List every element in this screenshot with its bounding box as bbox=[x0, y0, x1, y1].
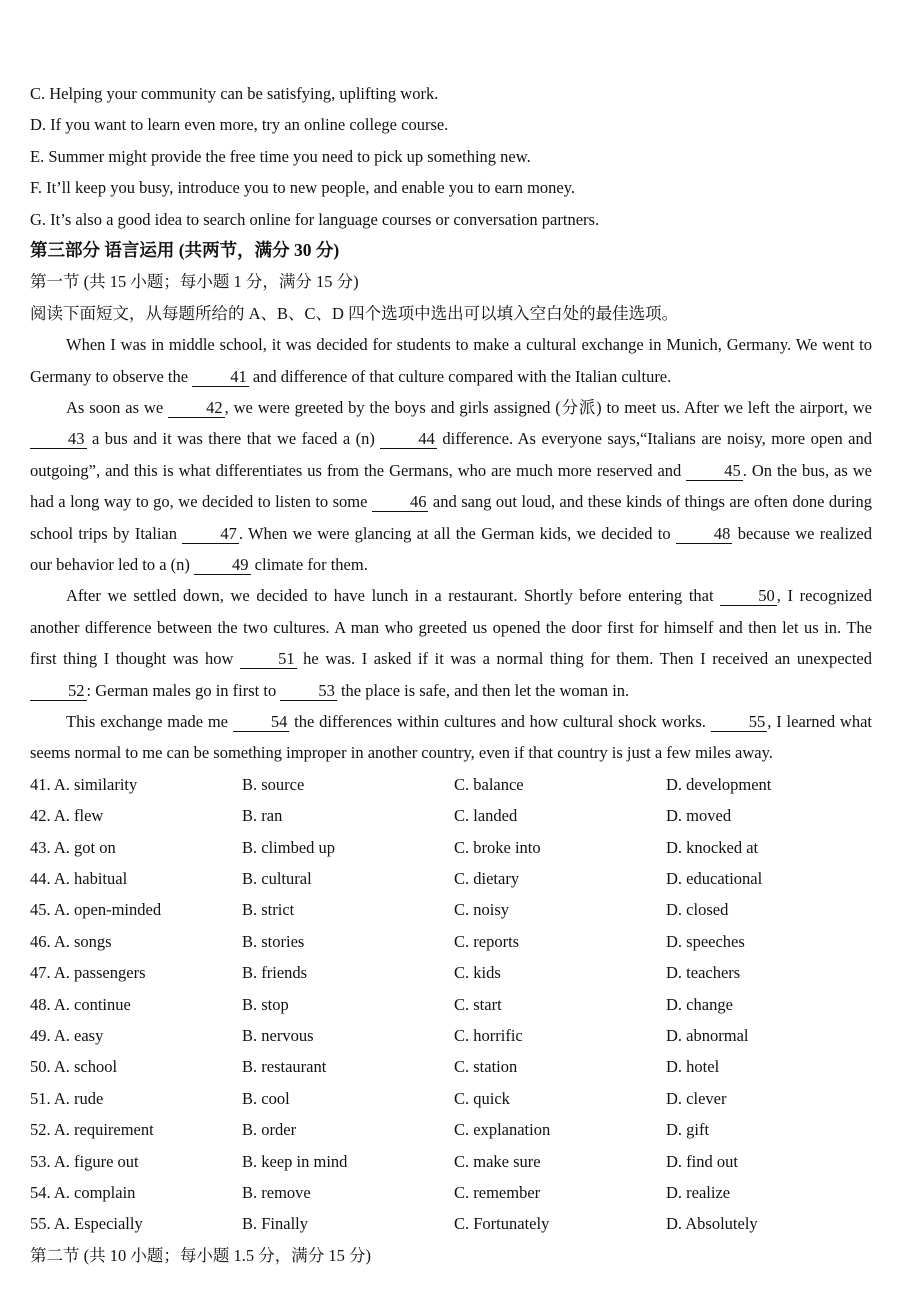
part3-title: 第三部分 语言运用 (共两节，满分 30 分) bbox=[30, 239, 340, 260]
passage-text: difference. As everyone says,“Italians are noisy, more open and outgoing”, and this is what differentiates us from the Germans, who are much more reserved and bbox=[30, 429, 872, 480]
option-row-45 bbox=[30, 894, 872, 925]
blank-41: 41 bbox=[192, 368, 249, 387]
option-row-55 bbox=[30, 1208, 872, 1239]
section2-title: 第二节 (共 10 小题；每小题 1.5 分，满分 15 分) bbox=[30, 1245, 371, 1265]
option-choice: C. broke into bbox=[454, 837, 541, 857]
option-choice: C. balance bbox=[454, 774, 524, 794]
passage-text: , we were greeted by the boys and girls assigned (分派) to meet us. After we left the airport, we bbox=[224, 397, 872, 417]
answer-options bbox=[30, 769, 872, 1240]
option-choice: C. station bbox=[454, 1057, 518, 1077]
option-choice: 43. A. got on bbox=[30, 837, 116, 857]
option-choice: 47. A. passengers bbox=[30, 963, 146, 983]
option-choice: D. closed bbox=[666, 900, 729, 920]
option-row-47 bbox=[30, 957, 872, 988]
option-choice: C. reports bbox=[454, 931, 520, 951]
option-row-46 bbox=[30, 926, 872, 957]
blank-55: 55 bbox=[711, 713, 768, 732]
option-choice: D. Absolutely bbox=[666, 1214, 758, 1234]
option-f: F. It’ll keep you busy, introduce you to new people, and enable you to earn money. bbox=[30, 178, 576, 198]
option-choice: 46. A. songs bbox=[30, 931, 112, 951]
option-choice: B. cultural bbox=[242, 868, 312, 888]
option-row-43 bbox=[30, 832, 872, 863]
option-row-42 bbox=[30, 800, 872, 831]
option-row-50 bbox=[30, 1051, 872, 1082]
option-choice: C. noisy bbox=[454, 900, 510, 920]
option-choice: B. stop bbox=[242, 994, 289, 1014]
option-choice: C. remember bbox=[454, 1182, 541, 1202]
passage-text: After we settled down, we decided to have lunch in a restaurant. Shortly before entering that bbox=[66, 586, 721, 606]
option-choice: 55. A. Especially bbox=[30, 1214, 143, 1234]
option-choice: B. remove bbox=[242, 1182, 311, 1202]
option-choice: D. change bbox=[666, 994, 733, 1014]
passage-text: This exchange made me bbox=[66, 712, 233, 731]
passage-text: : German males go in first to bbox=[86, 680, 281, 700]
option-row-51 bbox=[30, 1083, 872, 1114]
option-choice: C. make sure bbox=[454, 1151, 541, 1171]
option-choice: B. order bbox=[242, 1120, 297, 1140]
passage-text: . When we were glancing at all the German kids, we decided to bbox=[238, 523, 676, 543]
option-choice: B. stories bbox=[242, 931, 305, 951]
option-choice: D. hotel bbox=[666, 1057, 720, 1077]
option-c: C. Helping your community can be satisfying, uplifting work. bbox=[30, 84, 439, 103]
blank-48: 48 bbox=[676, 525, 733, 544]
option-choice: C. kids bbox=[454, 963, 501, 983]
option-choice: 45. A. open-minded bbox=[30, 900, 162, 920]
option-choice: C. quick bbox=[454, 1088, 510, 1108]
option-d: D. If you want to learn even more, try an online college course. bbox=[30, 115, 449, 135]
option-choice: D. find out bbox=[666, 1151, 738, 1171]
blank-51: 51 bbox=[240, 650, 297, 669]
option-choice: B. source bbox=[242, 774, 305, 794]
passage-text: the place is safe, and then let the woman in. bbox=[336, 680, 630, 700]
passage-text: As soon as we bbox=[66, 397, 169, 417]
passage-text: climate for them. bbox=[250, 554, 368, 574]
option-choice: 50. A. school bbox=[30, 1057, 118, 1077]
option-choice: C. landed bbox=[454, 806, 518, 826]
option-choice: B. Finally bbox=[242, 1214, 309, 1234]
option-choice: B. restaurant bbox=[242, 1057, 327, 1077]
option-choice: D. realize bbox=[666, 1182, 731, 1202]
option-choice: B. nervous bbox=[242, 1025, 314, 1045]
option-choice: B. ran bbox=[242, 806, 283, 826]
instruction: 阅读下面短文，从每题所给的 A、B、C、D 四个选项中选出可以填入空白处的最佳选项。 bbox=[30, 303, 679, 323]
option-choice: B. cool bbox=[242, 1088, 290, 1108]
passage-text: and sang out loud, and these kinds of things are often done during school trips by Italian bbox=[30, 492, 873, 543]
option-e: E. Summer might provide the free time you need to pick up something new. bbox=[30, 146, 531, 166]
option-choice: B. keep in mind bbox=[242, 1151, 348, 1171]
option-choice: C. explanation bbox=[454, 1120, 551, 1140]
blank-43: 43 bbox=[30, 430, 87, 449]
option-choice: D. educational bbox=[666, 868, 763, 888]
option-choice: C. start bbox=[454, 994, 502, 1014]
blank-49: 49 bbox=[194, 556, 251, 575]
blank-45: 45 bbox=[686, 462, 743, 481]
option-row-44 bbox=[30, 863, 872, 894]
option-row-54 bbox=[30, 1177, 872, 1208]
option-choice: D. gift bbox=[666, 1120, 710, 1140]
blank-50: 50 bbox=[720, 587, 777, 606]
option-choice: C. horrific bbox=[454, 1025, 523, 1045]
option-choice: B. strict bbox=[242, 900, 295, 920]
blank-42: 42 bbox=[168, 399, 225, 418]
passage-paragraph-1 bbox=[30, 329, 872, 392]
passage-text: , I learned what seems normal to me can be something improper in another country, even if that country is just a few miles away. bbox=[30, 712, 872, 763]
option-g: G. It’s also a good idea to search online for language courses or conversation partners. bbox=[30, 209, 600, 229]
passage-paragraph-3 bbox=[30, 580, 872, 706]
option-choice: C. Fortunately bbox=[454, 1214, 550, 1234]
option-choice: 41. A. similarity bbox=[30, 774, 138, 794]
option-choice: D. clever bbox=[666, 1088, 727, 1108]
option-choice: B. climbed up bbox=[242, 837, 336, 857]
option-choice: 42. A. flew bbox=[30, 806, 104, 826]
passage-paragraph-2 bbox=[30, 392, 872, 580]
option-choice: D. knocked at bbox=[666, 837, 759, 857]
option-choice: D. abnormal bbox=[666, 1025, 749, 1045]
passage-text: When I was in middle school, it was decided for students to make a cultural exchange in Munich, Germany. We went to Germany to observe the bbox=[30, 335, 872, 386]
option-row-41 bbox=[30, 769, 872, 800]
blank-53: 53 bbox=[280, 682, 337, 701]
option-row-48 bbox=[30, 989, 872, 1020]
option-row-49 bbox=[30, 1020, 872, 1051]
blank-52: 52 bbox=[30, 682, 87, 701]
option-choice: 48. A. continue bbox=[30, 994, 131, 1014]
option-choice: C. dietary bbox=[454, 868, 520, 888]
option-choice: B. friends bbox=[242, 963, 308, 983]
option-choice: 51. A. rude bbox=[30, 1088, 104, 1108]
blank-54: 54 bbox=[233, 713, 290, 732]
section1-title: 第一节 (共 15 小题；每小题 1 分，满分 15 分) bbox=[30, 272, 359, 292]
passage-text: and difference of that culture compared with the Italian culture. bbox=[248, 366, 672, 386]
blank-46: 46 bbox=[372, 493, 429, 512]
option-choice: 49. A. easy bbox=[30, 1025, 104, 1045]
blank-44: 44 bbox=[380, 430, 437, 449]
passage-text: a bus and it was there that we faced a (n) bbox=[86, 429, 381, 449]
option-choice: 52. A. requirement bbox=[30, 1120, 154, 1140]
passage-text: because we realized our behavior led to a (n) bbox=[30, 523, 873, 574]
passage-text: he was. I asked if it was a normal thing for them. Then I received an unexpected bbox=[296, 649, 872, 669]
passage-text: the differences within cultures and how cultural shock works. bbox=[289, 712, 711, 731]
passage-text: . On the bus, as we had a long way to go, we decided to listen to some bbox=[30, 460, 872, 512]
option-choice: D. teachers bbox=[666, 963, 741, 983]
option-row-52 bbox=[30, 1114, 872, 1145]
option-choice: 44. A. habitual bbox=[30, 868, 128, 888]
passage-paragraph-4 bbox=[30, 706, 872, 769]
option-choice: D. moved bbox=[666, 806, 732, 826]
exam-page bbox=[30, 78, 872, 1271]
option-choice: 53. A. figure out bbox=[30, 1151, 139, 1171]
option-choice: D. speeches bbox=[666, 931, 745, 951]
passage-text: , I recognized another difference between the two cultures. A man who greeted us opened the door first for himself and then let us in. The first thing I thought was how bbox=[30, 586, 872, 669]
option-choice: 54. A. complain bbox=[30, 1182, 136, 1202]
option-row-53 bbox=[30, 1146, 872, 1177]
option-choice: D. development bbox=[666, 774, 772, 794]
blank-47: 47 bbox=[182, 525, 239, 544]
